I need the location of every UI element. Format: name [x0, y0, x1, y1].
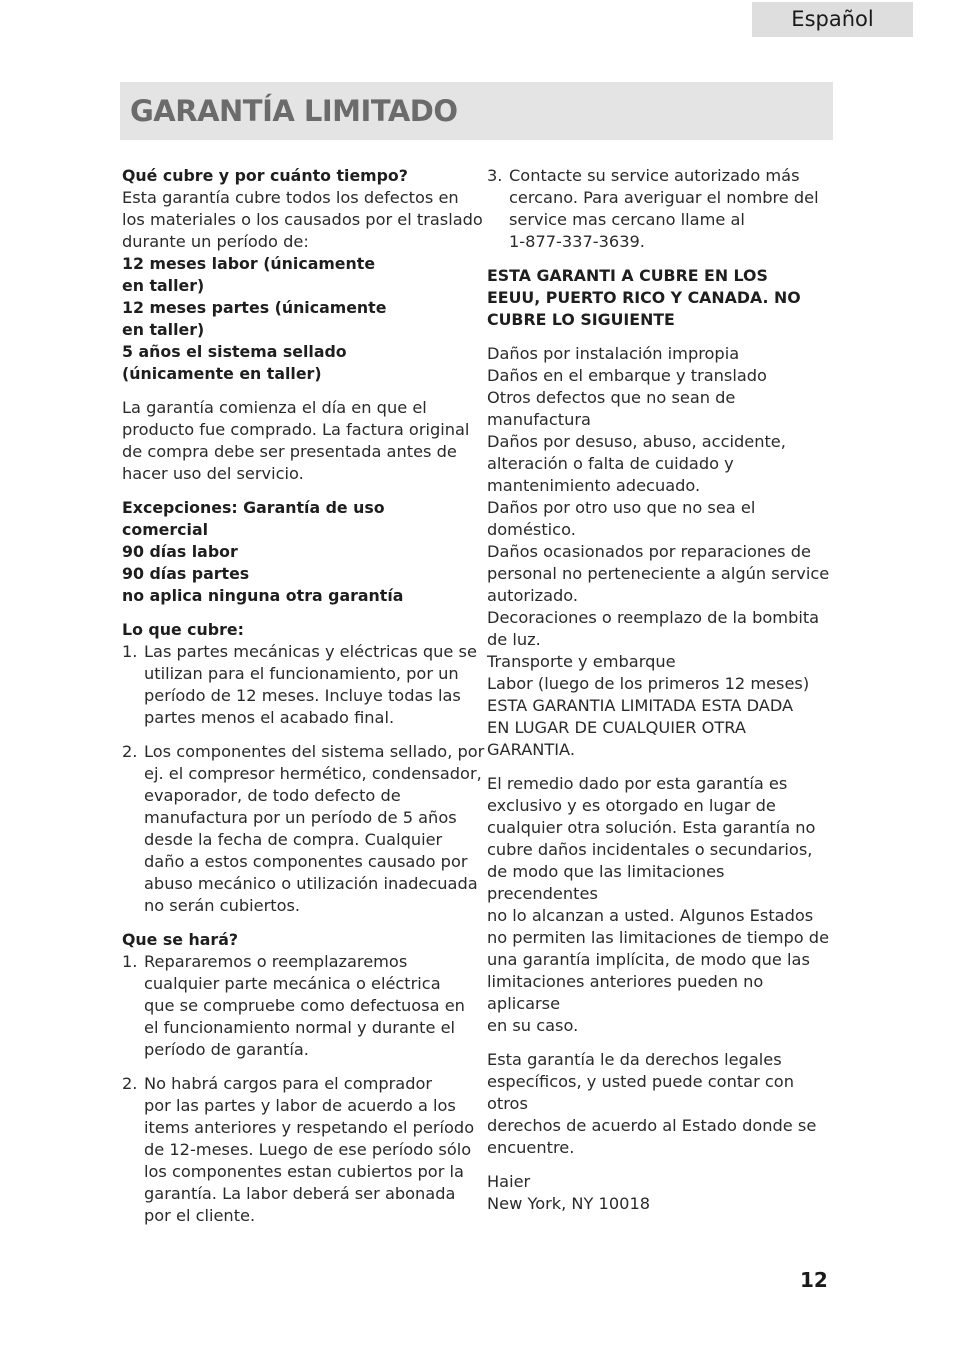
text-line: autorizado.: [487, 586, 579, 605]
title-bar: [120, 82, 833, 140]
text-line: GARANTIA.: [487, 740, 575, 759]
coverage-term: 5 años el sistema sellado: [122, 342, 347, 361]
text-line: No habrá cargos para el comprador: [144, 1074, 433, 1093]
text-line: utilizan para el funcionamiento, por un: [144, 664, 459, 683]
text-line: Repararemos o reemplazaremos: [144, 952, 408, 971]
text-line: derechos de acuerdo al Estado donde se: [487, 1116, 817, 1135]
text-line: Daños ocasionados por reparaciones de: [487, 542, 811, 561]
text-line: El remedio dado por esta garantía es: [487, 774, 788, 793]
text-line: los materiales o los causados por el traslado: [122, 210, 483, 229]
exceptions-line: Excepciones: Garantía de uso: [122, 498, 385, 517]
text-line: Daños por instalación impropia: [487, 344, 740, 363]
list-item: [122, 741, 485, 917]
text-line: de 12-meses. Luego de ese período sólo: [144, 1140, 472, 1159]
text-line: de modo que las limitaciones precendentes: [487, 862, 725, 903]
text-line: período de 12 meses. Incluye todas las: [144, 686, 461, 705]
list-item: [122, 1073, 474, 1227]
coverage-term: en taller): [122, 276, 205, 295]
list-item: [487, 165, 837, 253]
text-line: La garantía comienza el día en que el: [122, 398, 427, 417]
text-line: Transporte y embarque: [487, 652, 676, 671]
exceptions-line: comercial: [122, 520, 209, 539]
right-column: [487, 165, 837, 1227]
text-line: no serán cubiertos.: [144, 896, 301, 915]
text-line: cubre daños incidentales o secundarios,: [487, 840, 813, 859]
heading-line: EEUU, PUERTO RICO Y CANADA. NO: [487, 288, 801, 307]
text-line: Esta garantía cubre todos los defectos en: [122, 188, 459, 207]
coverage-term: 12 meses labor (únicamente: [122, 254, 376, 273]
text-line: en su caso.: [487, 1016, 579, 1035]
exceptions-section: [122, 497, 474, 607]
language-tab: Español: [752, 2, 913, 37]
legal-rights-paragraph: [487, 1049, 837, 1159]
text-line: partes menos el acabado final.: [144, 708, 395, 727]
text-line: una garantía implícita, de modo que las: [487, 950, 810, 969]
page-number: 12: [800, 1268, 828, 1292]
item-number: 2.: [122, 1074, 138, 1093]
text-line: los componentes estan cubiertos por la: [144, 1162, 464, 1181]
what-will-be-done-heading: Que se hará?: [122, 930, 239, 949]
text-line: producto fue comprado. La factura original: [122, 420, 470, 439]
text-line: el funcionamiento normal y durante el: [144, 1018, 456, 1037]
text-line: service mas cercano llame al: [509, 210, 745, 229]
what-will-be-done-section: [122, 929, 474, 1227]
text-line: doméstico.: [487, 520, 576, 539]
exceptions-line: no aplica ninguna otra garantía: [122, 586, 404, 605]
heading-line: ESTA GARANTI A CUBRE EN LOS: [487, 266, 768, 285]
phone-number: 1-877-337-3639.: [509, 232, 645, 251]
text-line: encuentre.: [487, 1138, 575, 1157]
text-line: cualquier parte mecánica o eléctrica: [144, 974, 441, 993]
text-line: garantía. La labor deberá ser abonada: [144, 1184, 456, 1203]
text-line: evaporador, de todo defecto de: [144, 786, 401, 805]
company-city: New York, NY 10018: [487, 1194, 651, 1213]
text-line: durante un período de:: [122, 232, 309, 251]
exceptions-line: 90 días labor: [122, 542, 238, 561]
item-number: 2.: [122, 742, 138, 761]
text-line: Otros defectos que no sean de manufactura: [487, 388, 736, 429]
text-line: Las partes mecánicas y eléctricas que se: [144, 642, 477, 661]
text-line: no lo alcanzan a usted. Algunos Estados: [487, 906, 814, 925]
text-line: items anteriores y respetando el período: [144, 1118, 475, 1137]
text-line: ej. el compresor hermético, condensador,: [144, 764, 482, 783]
coverage-term: 12 meses partes (únicamente: [122, 298, 387, 317]
text-line: daño a estos componentes causado por: [144, 852, 468, 871]
item-number: 1.: [122, 642, 138, 661]
heading-line: CUBRE LO SIGUIENTE: [487, 310, 675, 329]
text-line: ESTA GARANTIA LIMITADA ESTA DADA: [487, 696, 794, 715]
text-line: por las partes y labor de acuerdo a los: [144, 1096, 456, 1115]
company-name: Haier: [487, 1172, 531, 1191]
text-line: específicos, y usted puede contar con otros: [487, 1072, 794, 1113]
text-line: Daños por otro uso que no sea el: [487, 498, 756, 517]
text-line: no permiten las limitaciones de tiempo de: [487, 928, 830, 947]
text-line: personal no perteneciente a algún service: [487, 564, 830, 583]
exceptions-line: 90 días partes: [122, 564, 250, 583]
warranty-start-paragraph: [122, 397, 474, 485]
text-line: abuso mecánico o utilización inadecuada: [144, 874, 478, 893]
text-line: hacer uso del servicio.: [122, 464, 304, 483]
text-line: Labor (luego de los primeros 12 meses): [487, 674, 810, 693]
text-line: Daños en el embarque y translado: [487, 366, 767, 385]
text-line: Los componentes del sistema sellado, por: [144, 742, 485, 761]
text-line: desde la fecha de compra. Cualquier: [144, 830, 443, 849]
text-line: cercano. Para averiguar el nombre del: [509, 188, 819, 207]
text-line: exclusivo y es otorgado en lugar de: [487, 796, 776, 815]
text-line: que se compruebe como defectuosa en: [144, 996, 465, 1015]
text-line: Esta garantía le da derechos legales: [487, 1050, 782, 1069]
address-block: [487, 1171, 837, 1215]
item-number: 3.: [487, 166, 503, 185]
not-covered-list: [487, 343, 837, 761]
text-line: mantenimiento adecuado.: [487, 476, 701, 495]
text-line: Daños por desuso, abuso, accidente,: [487, 432, 786, 451]
list-item: [122, 641, 477, 729]
text-line: de compra debe ser presentada antes de: [122, 442, 457, 461]
text-line: alteración o falta de cuidado y: [487, 454, 734, 473]
text-line: de luz.: [487, 630, 541, 649]
coverage-term: (únicamente en taller): [122, 364, 322, 383]
what-it-covers-heading: Lo que cubre:: [122, 620, 244, 639]
coverage-term: en taller): [122, 320, 205, 339]
what-it-covers-section: [122, 619, 485, 917]
left-column: [122, 165, 485, 1239]
coverage-section: [122, 165, 483, 385]
text-line: EN LUGAR DE CUALQUIER OTRA: [487, 718, 746, 737]
covers-list: [122, 641, 485, 917]
not-covered-heading: [487, 265, 837, 331]
actions-list-continued: [487, 165, 837, 253]
text-line: Contacte su service autorizado más: [509, 166, 800, 185]
text-line: período de garantía.: [144, 1040, 309, 1059]
text-line: Decoraciones o reemplazo de la bombita: [487, 608, 820, 627]
text-line: por el cliente.: [144, 1206, 256, 1225]
text-line: manufactura por un período de 5 años: [144, 808, 457, 827]
list-item: [122, 951, 474, 1061]
text-line: cualquier otra solución. Esta garantía no: [487, 818, 816, 837]
page-title: GARANTÍA LIMITADO: [130, 94, 458, 128]
actions-list: [122, 951, 474, 1227]
text-line: limitaciones anteriores pueden no aplicarse: [487, 972, 764, 1013]
remedy-paragraph: [487, 773, 837, 1037]
coverage-heading: Qué cubre y por cuánto tiempo?: [122, 166, 408, 185]
item-number: 1.: [122, 952, 138, 971]
